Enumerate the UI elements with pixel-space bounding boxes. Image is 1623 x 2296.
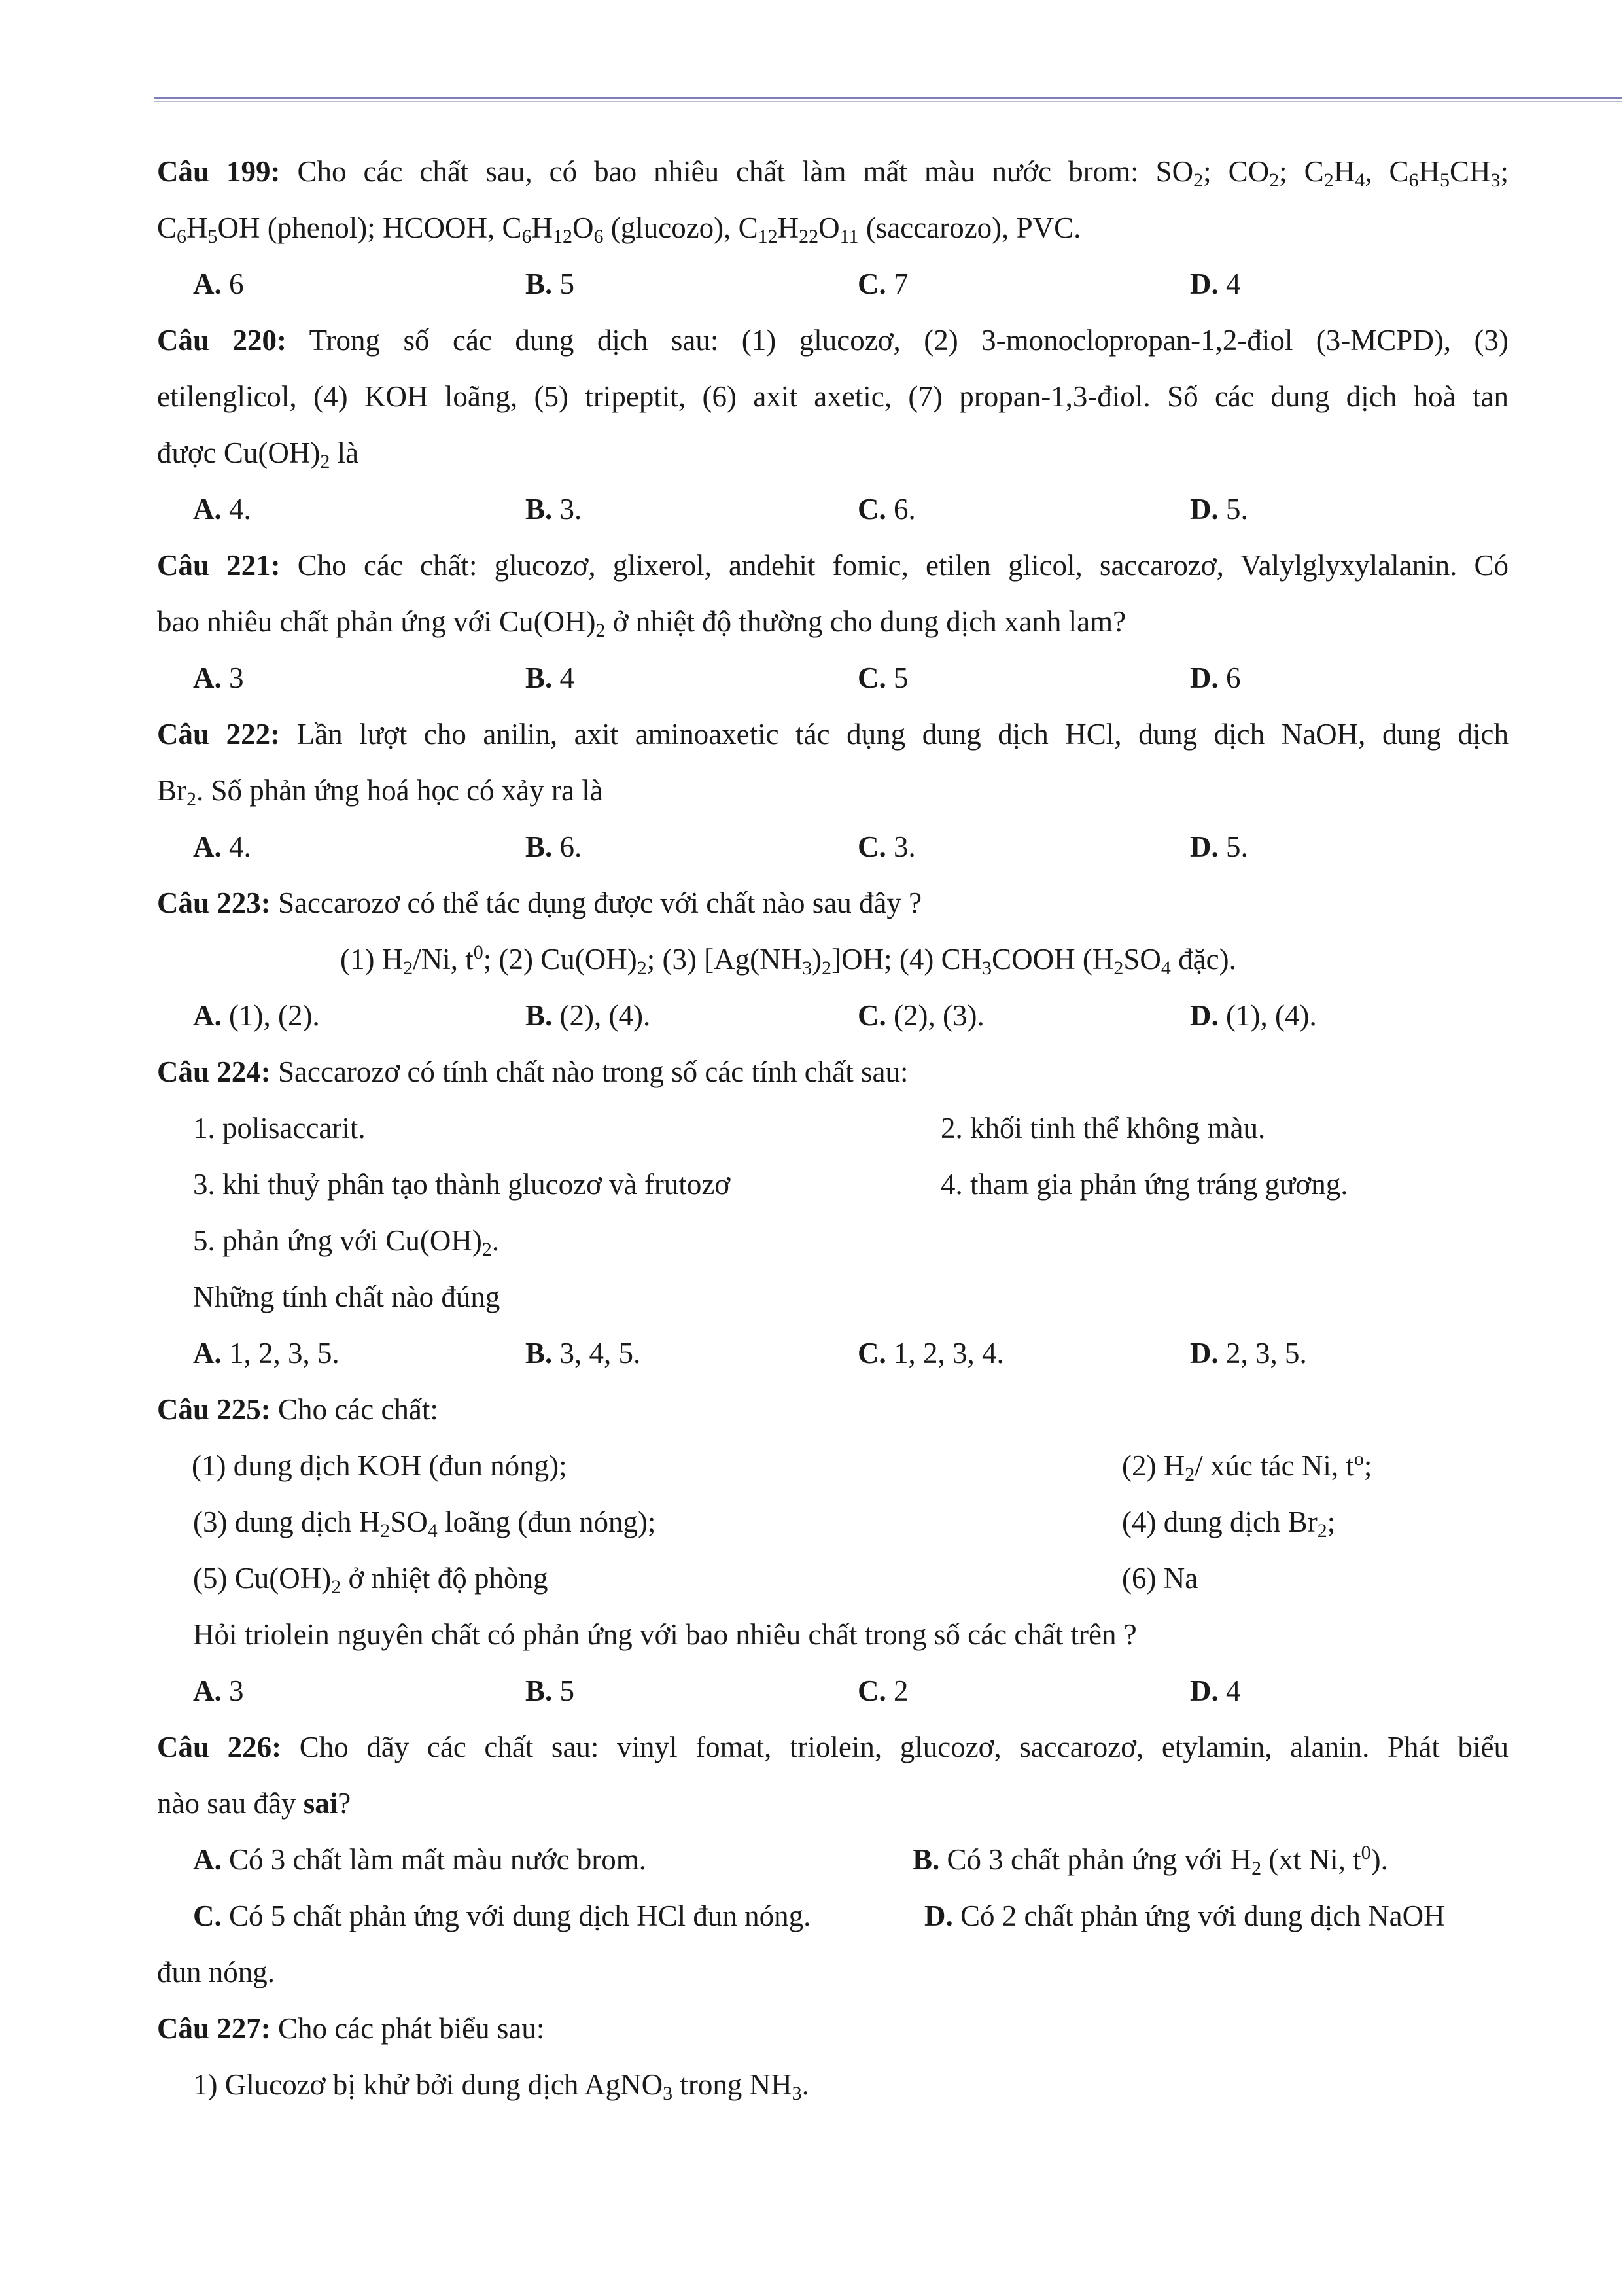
q223-option-b: B. (2), (4).	[525, 999, 651, 1032]
q226-option-c: C. Có 5 chất phản ứng với dung dịch HCl đun nóng.	[193, 1899, 811, 1932]
q225-item-2: (2) $H_2/$ xúc tác Ni, $t^o$;	[1122, 1448, 1372, 1485]
q222-option-d: D. 5.	[1190, 830, 1248, 863]
q227-item-1: 1) Glucozơ bị khử bởi dung dịch AgNO$_3$ trong $NH_3$.	[193, 2068, 809, 2104]
q221-option-c: C. 5	[858, 662, 909, 694]
q220-option-c: C. 6.	[858, 493, 916, 525]
q199-line-2: $C_6H_5OH$ (phenol); HCOOH, $C_6H_{12}O_6$ (glucozo), $C_{12}H_{22}O_{11}$ (saccarozo), PVC.	[157, 211, 1081, 247]
q199-option-b: B. 5	[525, 268, 575, 300]
q224-item-1: 1. polisaccarit.	[193, 1112, 366, 1144]
q222-option-a: A. 4.	[193, 830, 251, 863]
q222-option-c: C. 3.	[858, 830, 916, 863]
q199-label: Câu 199:	[157, 155, 281, 188]
q221-option-b: B. 4	[525, 662, 575, 694]
q199-option-d: D. 4	[1190, 268, 1241, 300]
q225-option-b: B. 5	[525, 1674, 575, 1707]
q220-line-1: Câu 220: Trong số các dung dịch sau: (1) glucozơ, (2) 3-monoclopropan-1,2-điol (3-MCPD), (3)	[157, 324, 1509, 357]
q223-option-a: A. (1), (2).	[193, 999, 320, 1032]
q224-option-d: D. 2, 3, 5.	[1190, 1337, 1307, 1369]
q226-line-3: đun nóng.	[157, 1956, 275, 1988]
q199-option-c: C. 7	[858, 268, 909, 300]
q224-item-4: 4. tham gia phản ứng tráng gương.	[941, 1168, 1348, 1201]
q226-option-a: A. Có 3 chất làm mất màu nước brom.	[193, 1843, 647, 1876]
q221-line-1: Câu 221: Cho các chất: glucozơ, glixerol, andehit fomic, etilen glicol, saccarozơ, Valylglyxylalanin. Có	[157, 549, 1509, 582]
q223-option-c: C. (2), (3).	[858, 999, 985, 1032]
q223-option-d: D. (1), (4).	[1190, 999, 1317, 1032]
q224-item-3: 3. khi thuỷ phân tạo thành glucozơ và frutozơ	[193, 1168, 731, 1201]
q224-item-5: 5. phản ứng với $Cu(OH)_2$.	[193, 1224, 500, 1260]
q225-item-4: (4) dung dịch $Br_2$;	[1122, 1506, 1336, 1542]
q224-line-1: Câu 224: Saccarozơ có tính chất nào trong số các tính chất sau:	[157, 1055, 909, 1088]
q222-label: Câu 222:	[157, 718, 281, 751]
q223-line-1: Câu 223: Saccarozơ có thể tác dụng được với chất nào sau đây ?	[157, 887, 922, 919]
q221-option-a: A. 3	[193, 662, 244, 694]
q226-line-2: nào sau đây sai?	[157, 1787, 351, 1820]
q223-reagents: (1) $H_2/Ni$, $t^0$; (2) $Cu(OH)_2$; (3) $[Ag(NH_3)_2]OH$; (4) $CH_3COOH$ ($H_2SO_4$ đặc).	[340, 942, 1236, 979]
q225-item-3: (3) dung dịch $H_2SO_4$ loãng (đun nóng);	[193, 1506, 656, 1542]
q220-option-a: A. 4.	[193, 493, 251, 525]
header-rule-shadow	[154, 101, 1622, 102]
header-rule	[154, 97, 1622, 99]
q225-option-c: C. 2	[858, 1674, 909, 1707]
q227-label: Câu 227:	[157, 2012, 271, 2045]
q220-option-b: B. 3.	[525, 493, 582, 525]
q225-label: Câu 225:	[157, 1393, 271, 1426]
q221-line-2: bao nhiêu chất phản ứng với $Cu(OH)_2$ ở nhiệt độ thường cho dung dịch xanh lam?	[157, 605, 1126, 641]
q199-option-a: A. 6	[193, 268, 244, 300]
q224-option-b: B. 3, 4, 5.	[525, 1337, 641, 1369]
q225-prompt: Hỏi triolein nguyên chất có phản ứng với bao nhiêu chất trong số các chất trên ?	[193, 1618, 1137, 1651]
q224-item-2: 2. khối tinh thể không màu.	[941, 1112, 1266, 1144]
q225-option-d: D. 4	[1190, 1674, 1241, 1707]
q223-label: Câu 223:	[157, 887, 271, 919]
q221-option-d: D. 6	[1190, 662, 1241, 694]
q225-item-1: (1) dung dịch KOH (đun nóng);	[192, 1449, 567, 1482]
q222-line-1: Câu 222: Lần lượt cho anilin, axit aminoaxetic tác dụng dung dịch HCl, dung dịch NaOH, dung dịch	[157, 718, 1509, 751]
q224-option-c: C. 1, 2, 3, 4.	[858, 1337, 1004, 1369]
q221-label: Câu 221:	[157, 549, 281, 582]
q225-item-5: (5) $Cu(OH)_2$ ở nhiệt độ phòng	[193, 1562, 548, 1598]
q225-item-6: (6) Na	[1122, 1562, 1198, 1595]
q224-label: Câu 224:	[157, 1055, 271, 1088]
q226-option-d: D. Có 2 chất phản ứng với dung dịch NaOH	[924, 1899, 1445, 1932]
q222-line-2: $Br_2$. Số phản ứng hoá học có xảy ra là	[157, 774, 603, 810]
q226-line-1: Câu 226: Cho dãy các chất sau: vinyl fomat, triolein, glucozơ, saccarozơ, etylamin, alanin. Phát biểu	[157, 1731, 1509, 1763]
q227-line-1: Câu 227: Cho các phát biểu sau:	[157, 2012, 545, 2045]
q220-option-d: D. 5.	[1190, 493, 1248, 525]
q225-option-a: A. 3	[193, 1674, 244, 1707]
q220-line-3: được $Cu(OH)_2$ là	[157, 436, 359, 472]
q199-line-1: Câu 199: Cho các chất sau, có bao nhiêu chất làm mất màu nước brom: $SO_2$; $CO_2$; $C_2H_4$, $C_6H_5CH_3$;	[157, 155, 1509, 191]
q226-option-b: B. Có 3 chất phản ứng với $H_2$ (xt Ni, $t^0$).	[913, 1842, 1388, 1879]
q220-label: Câu 220:	[157, 324, 287, 357]
q220-line-2: etilenglicol, (4) KOH loãng, (5) tripeptit, (6) axit axetic, (7) propan-1,3-điol. Số các dung dịch hoà tan	[157, 380, 1509, 413]
q224-prompt: Những tính chất nào đúng	[193, 1280, 500, 1313]
q225-line-1: Câu 225: Cho các chất:	[157, 1393, 438, 1426]
q224-option-a: A. 1, 2, 3, 5.	[193, 1337, 340, 1369]
q226-label: Câu 226:	[157, 1731, 282, 1763]
q222-option-b: B. 6.	[525, 830, 582, 863]
